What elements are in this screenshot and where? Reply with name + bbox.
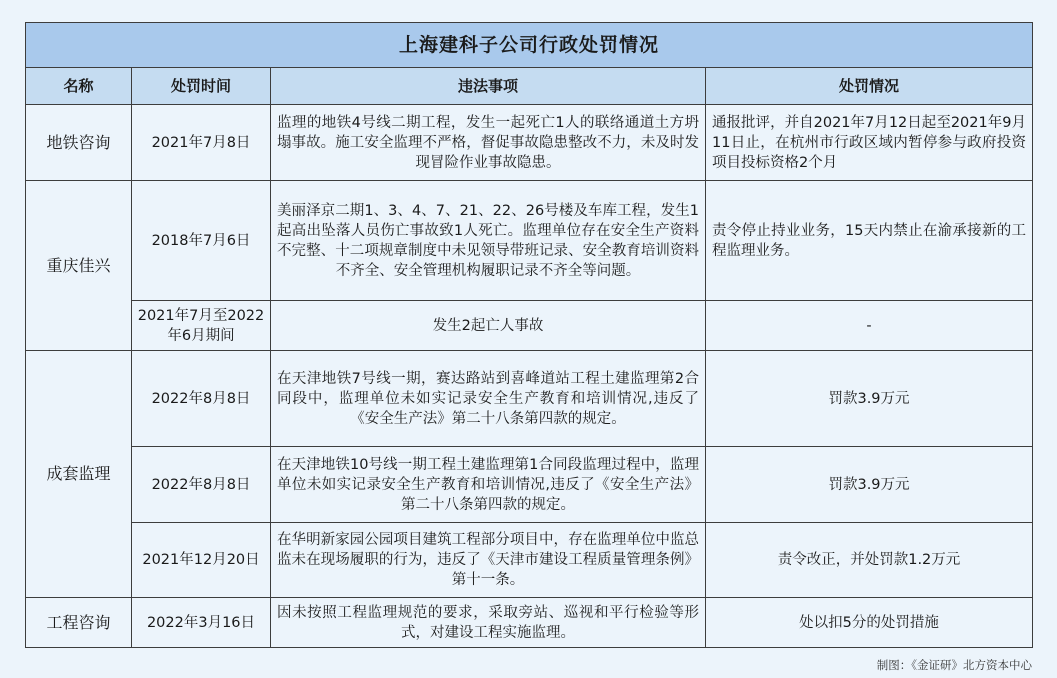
penalty-cell: -: [706, 301, 1033, 351]
company-cell: 地铁咨询: [26, 105, 132, 181]
date-cell: 2022年3月16日: [132, 598, 271, 648]
date-cell: 2021年7月8日: [132, 105, 271, 181]
company-cell: 成套监理: [26, 351, 132, 598]
date-cell: 2018年7月6日: [132, 181, 271, 301]
date-cell: 2021年12月20日: [132, 523, 271, 598]
penalty-cell: 责令改正，并处罚款1.2万元: [706, 523, 1033, 598]
header-date: 处罚时间: [132, 68, 271, 105]
penalty-cell: 责令停止持业业务，15天内禁止在渝承接新的工程监理业务。: [706, 181, 1033, 301]
chart-credit: 制图：《金证研》北方资本中心: [876, 658, 1032, 672]
matter-cell: 监理的地铁4号线二期工程，发生一起死亡1人的联络通道土方坍塌事故。施工安全监理不严格，督促事故隐患整改不力，未及时发现冒险作业事故隐患。: [271, 105, 706, 181]
table-row: [26, 105, 1033, 181]
header-row: [26, 68, 1033, 105]
matter-cell: 在天津地铁7号线一期，赛达路站到喜峰道站工程土建监理第2合同段中，监理单位未如实记录安全生产教育和培训情况,违反了《安全生产法》第二十八条第四款的规定。: [271, 351, 706, 447]
matter-cell: 在华明新家园公园项目建筑工程部分项目中，存在监理单位中监总监未在现场履职的行为，违反了《天津市建设工程质量管理条例》第十一条。: [271, 523, 706, 598]
date-cell: 2022年8月8日: [132, 447, 271, 523]
header-name: 名称: [26, 68, 132, 105]
matter-cell: 在天津地铁10号线一期工程土建监理第1合同段监理过程中，监理单位未如实记录安全生产教育和培训情况,违反了《安全生产法》第二十八条第四款的规定。: [271, 447, 706, 523]
table-row: [26, 301, 1033, 351]
penalty-cell: 通报批评，并自2021年7月12日起至2021年9月11日止，在杭州市行政区域内暂停参与政府投资项目投标资格2个月: [706, 105, 1033, 181]
penalty-cell: 罚款3.9万元: [706, 351, 1033, 447]
company-cell: 重庆佳兴: [26, 181, 132, 351]
table-row: [26, 181, 1033, 301]
header-penalty: 处罚情况: [706, 68, 1033, 105]
table-row: [26, 598, 1033, 648]
matter-cell: 因未按照工程监理规范的要求，采取旁站、巡视和平行检验等形式，对建设工程实施监理。: [271, 598, 706, 648]
company-cell: 工程咨询: [26, 598, 132, 648]
table-row: [26, 351, 1033, 447]
matter-cell: 发生2起亡人事故: [271, 301, 706, 351]
matter-cell: 美丽泽京二期1、3、4、7、21、22、26号楼及车库工程，发生1起高出坠落人员伤亡事故致1人死亡。监理单位存在安全生产资料不完整、十二项规章制度中未见领导带班记录、安全教育培训资料不齐全、安全管理机构履职记录不齐全等问题。: [271, 181, 706, 301]
penalty-table: [25, 22, 1033, 648]
table-title: 上海建科子公司行政处罚情况: [26, 23, 1033, 68]
table-row: [26, 447, 1033, 523]
title-row: [26, 23, 1033, 68]
penalty-cell: 处以扣5分的处罚措施: [706, 598, 1033, 648]
header-matter: 违法事项: [271, 68, 706, 105]
penalty-cell: 罚款3.9万元: [706, 447, 1033, 523]
date-cell: 2022年8月8日: [132, 351, 271, 447]
table-row: [26, 523, 1033, 598]
date-cell: 2021年7月至2022年6月期间: [132, 301, 271, 351]
